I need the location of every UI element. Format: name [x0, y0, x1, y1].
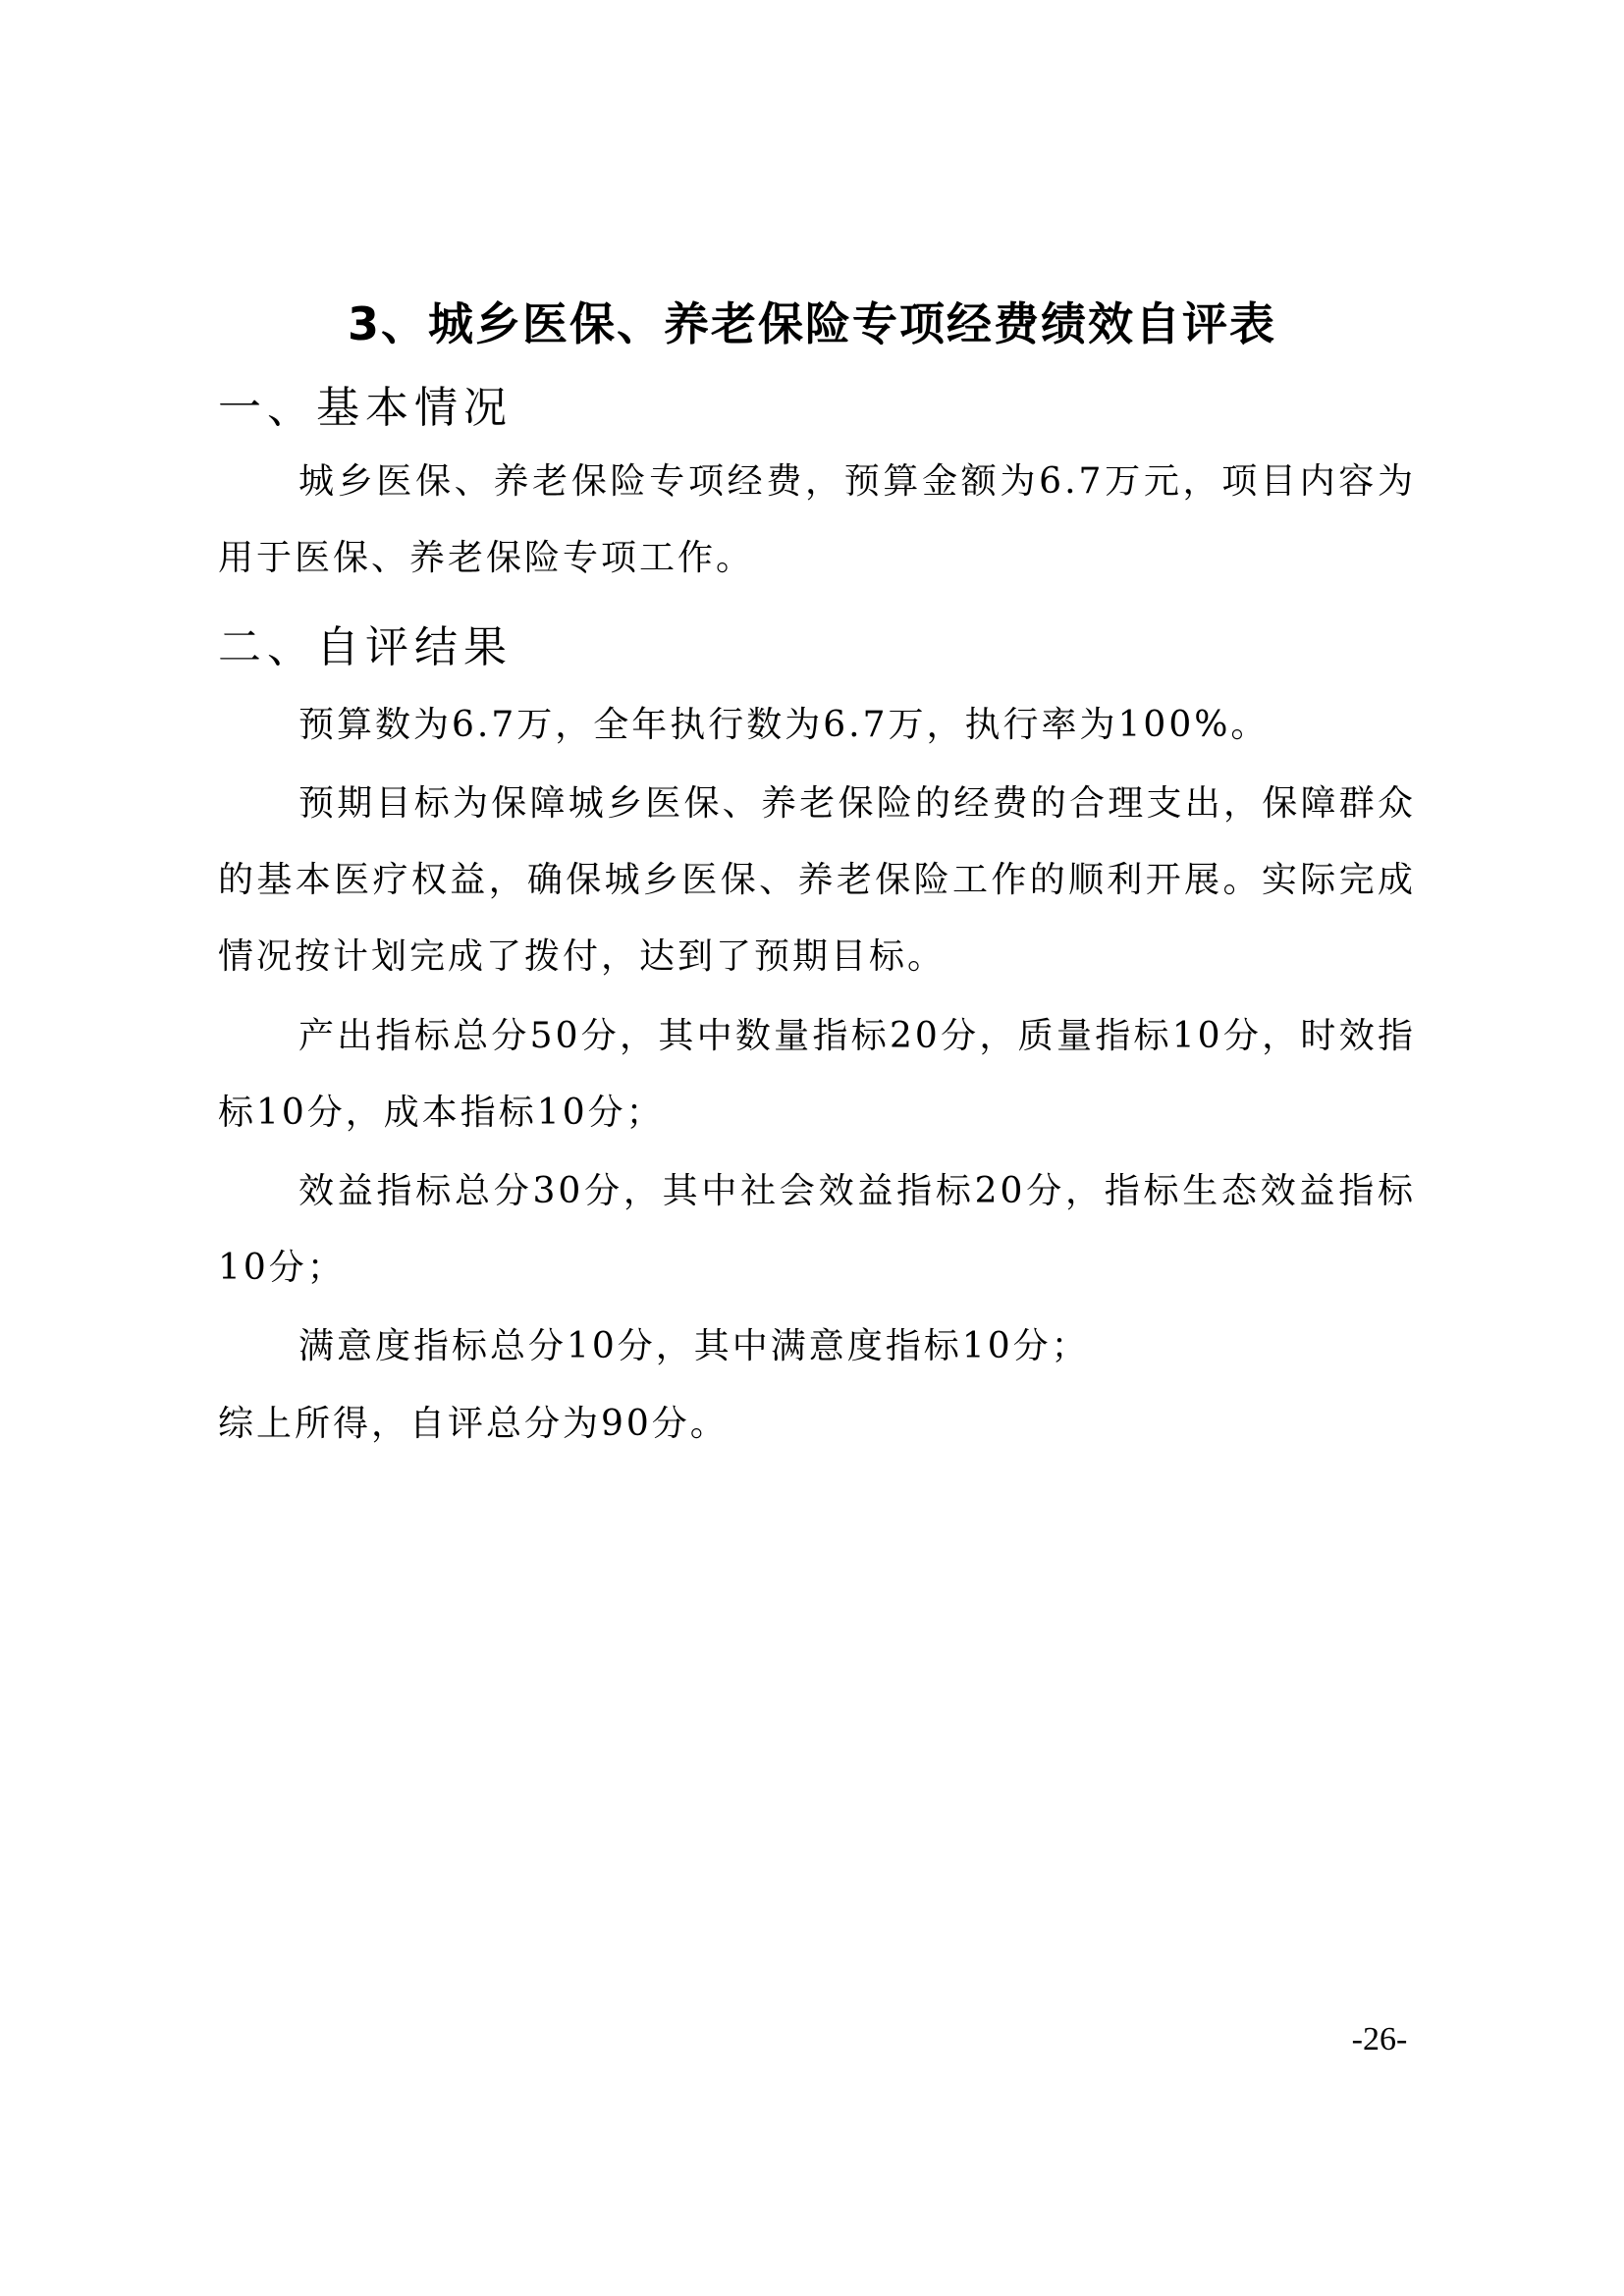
paragraph-output-indicators: 产出指标总分50分，其中数量指标20分，质量指标10分，时效指标10分，成本指标10分；: [218, 1016, 1416, 1133]
paragraph-budget-execution: 预算数为6.7万，全年执行数为6.7万，执行率为100%。: [298, 705, 1270, 745]
document-title: 3、城乡医保、养老保险专项经费绩效自评表: [347, 297, 1276, 350]
paragraph-expected-goals: 预期目标为保障城乡医保、养老保险的经费的合理支出，保障群众的基本医疗权益，确保城乡医保、养老保险工作的顺利开展。实际完成情况按计划完成了拨付，达到了预期目标。: [218, 783, 1416, 977]
paragraph-summary: 综上所得，自评总分为90分。: [218, 1404, 729, 1444]
page-number: -26-: [1351, 2021, 1408, 2057]
section-heading-self-evaluation: 二、自评结果: [218, 622, 513, 672]
section-heading-basic-info: 一、基本情况: [218, 383, 513, 433]
paragraph-satisfaction-indicators: 满意度指标总分10分，其中满意度指标10分；: [298, 1326, 1090, 1366]
paragraph-basic-info: 城乡医保、养老保险专项经费，预算金额为6.7万元，项目内容为用于医保、养老保险专项工作。: [218, 461, 1416, 578]
paragraph-benefit-indicators: 效益指标总分30分，其中社会效益指标20分，指标生态效益指标10分；: [218, 1171, 1416, 1288]
